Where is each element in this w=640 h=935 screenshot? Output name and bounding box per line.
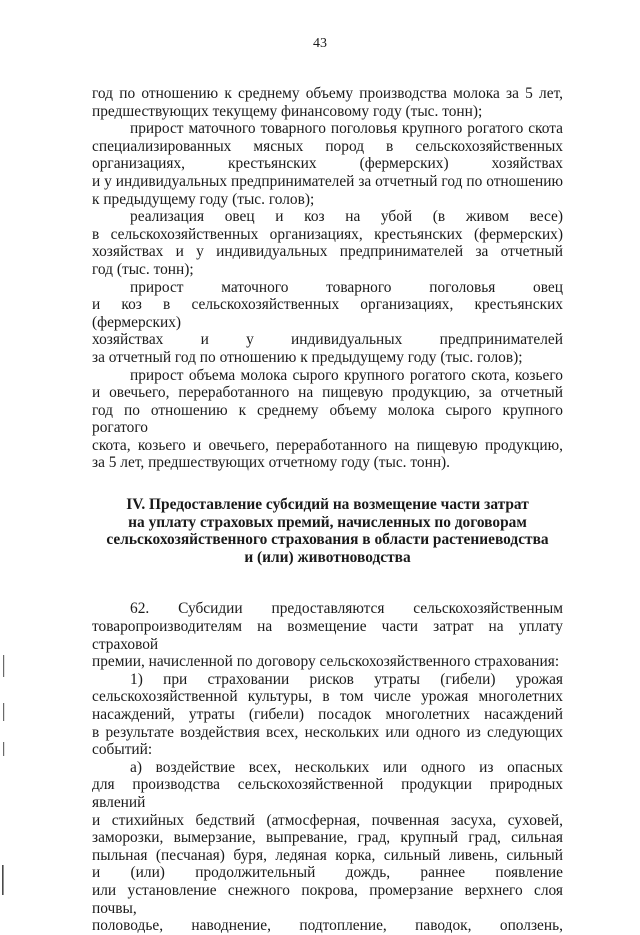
scan-mark — [3, 703, 4, 721]
text-line: или установление снежного покрова, промерзание верхнего слоя почвы, — [92, 881, 563, 917]
text-line: год по отношению к среднему объему производства молока за 5 лет, — [92, 85, 563, 102]
text-line: 62. Субсидии предоставляются сельскохозяйственным — [130, 600, 563, 618]
text-line: к предыдущему году (тыс. голов); — [92, 190, 315, 208]
page-number: 43 — [313, 36, 327, 51]
text-line: за 5 лет, предшествующих отчетному году (тыс. тонн). — [92, 454, 451, 472]
text-line: прирост объема молока сырого крупного рогатого скота, козьего — [130, 366, 563, 384]
text-line: и овечьего, переработанного на пищевую продукцию, за отчетный — [92, 384, 563, 402]
text-line: событий: — [92, 741, 153, 759]
text-line: сельскохозяйственной культуры, в том числе урожая многолетних — [92, 688, 563, 706]
text-line: за отчетный год по отношению к предыдущему году (тыс. голов); — [92, 348, 523, 366]
text-line: половодье, наводнение, подтопление, паводок, оползень, — [92, 917, 563, 935]
heading-line: IV. Предоставление субсидий на возмещение части затрат — [126, 496, 529, 514]
text-line: в результате воздействия всех, нескольких или одного из следующих — [92, 723, 563, 741]
text-line: и стихийных бедствий (атмосферная, почвенная засуха, суховей, — [92, 811, 563, 829]
text-line: хозяйствах и у индивидуальных предпринимателей за отчетный — [92, 243, 563, 261]
text-line: хозяйствах и у индивидуальных предпринимателей — [92, 331, 563, 349]
scan-mark — [3, 655, 4, 677]
text-line: и коз в сельскохозяйственных организациях, крестьянских (фермерских) — [92, 296, 563, 331]
text-line: специализированных мясных пород в сельскохозяйственных — [92, 137, 563, 155]
text-line: премии, начисленной по договору сельскохозяйственного страхования: — [92, 653, 560, 671]
text-line: предшествующих текущему финансовому году (тыс. тонн); — [92, 102, 483, 120]
scan-mark — [3, 742, 4, 756]
text-line: для производства сельскохозяйственной продукции природных явлений — [92, 776, 563, 811]
text-line: организациях, крестьянских (фермерских) хозяйствах — [92, 155, 563, 173]
text-line: прирост маточного товарного поголовья крупного рогатого скота — [130, 120, 563, 138]
text-line: и у индивидуальных предпринимателей за отчетный год по отношению — [92, 172, 563, 190]
heading-line: на уплату страховых премий, начисленных по договорам — [128, 513, 527, 531]
text-line: 1) при страховании рисков утраты (гибели) урожая — [130, 670, 563, 688]
heading-line: и (или) животноводства — [244, 548, 411, 566]
text-line: скота, козьего и овечьего, переработанного на пищевую продукцию, — [92, 436, 563, 454]
text-line: товаропроизводителям на возмещение части затрат на уплату страховой — [92, 618, 563, 653]
text-line: год (тыс. тонн); — [92, 260, 194, 278]
heading-line: сельскохозяйственного страхования в области растениеводства — [106, 531, 549, 549]
text-line: пыльная (песчаная) буря, ледяная корка, сильный ливень, сильный — [92, 846, 563, 864]
text-line: насаждений, утраты (гибели) посадок многолетних насаждений — [92, 706, 563, 723]
text-line: реализация овец и коз на убой (в живом весе) — [130, 208, 563, 226]
text-line: и (или) продолжительный дождь, раннее появление — [92, 864, 563, 882]
scan-mark — [2, 865, 4, 895]
text-line: заморозки, вымерзание, выпревание, град, крупный град, сильная — [92, 829, 563, 847]
text-line: прирост маточного товарного поголовья овец — [130, 278, 563, 296]
text-line: год по отношению к среднему объему молока сырого крупного рогатого — [92, 401, 563, 437]
text-line: в сельскохозяйственных организациях, крестьянских (фермерских) — [92, 225, 563, 243]
text-line: а) воздействие всех, нескольких или одного из опасных — [130, 758, 563, 776]
